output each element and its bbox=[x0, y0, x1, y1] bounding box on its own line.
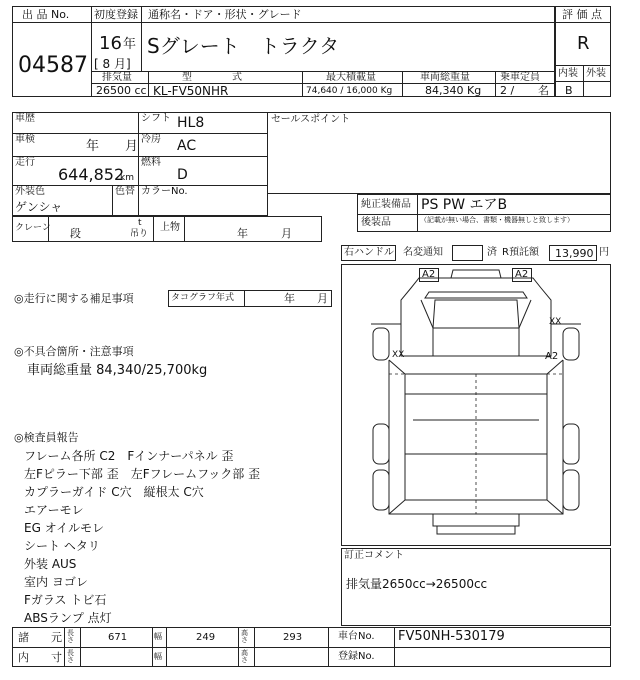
interior-grade: B bbox=[565, 84, 573, 97]
comment-label: 訂正コメント bbox=[344, 550, 404, 561]
inner-width-label: 幅 bbox=[154, 652, 162, 661]
width-value: 249 bbox=[196, 632, 216, 643]
inspector-item: 室内 ヨゴレ bbox=[24, 575, 88, 589]
truck-diagram bbox=[341, 264, 611, 546]
model-type-value: KL-FV50NHR bbox=[153, 84, 229, 98]
inspection-label: 車検 bbox=[15, 134, 35, 145]
sales-point-label: セールスポイント bbox=[271, 114, 351, 125]
reg-no-label: 登録No. bbox=[338, 651, 375, 662]
mileage-value: 644,852 bbox=[58, 165, 125, 184]
tacho-value: 年 月 bbox=[284, 292, 328, 305]
inspector-item: エアーモレ bbox=[24, 503, 84, 517]
tacho-label: タコグラフ年式 bbox=[171, 293, 235, 303]
inspector-item: EG オイルモレ bbox=[24, 521, 105, 535]
color-value: ゲンシャ bbox=[15, 200, 63, 214]
damage-mark-4: XX bbox=[392, 350, 405, 360]
inspector-item: 左Fピラー下部 歪 左Fフレームフック部 歪 bbox=[24, 467, 261, 481]
recycle-deposit-value: 13,990 bbox=[555, 247, 594, 260]
fuel-value: D bbox=[177, 167, 188, 183]
height-value: 293 bbox=[283, 632, 303, 643]
exterior-label: 外装 bbox=[586, 68, 606, 79]
shift-label: シフト bbox=[141, 113, 171, 124]
inner-label: 内 寸 bbox=[18, 651, 62, 664]
max-load-value: 74,640 / 16,000 Kg bbox=[306, 86, 393, 96]
spec-label: 諸 元 bbox=[18, 631, 62, 644]
inspector-label: ◎検査員報告 bbox=[14, 431, 79, 444]
drive-note-label: ◎走行に関する補足事項 bbox=[14, 292, 134, 305]
color-code-label: カラーNo. bbox=[141, 186, 188, 197]
inspector-item: Fガラス トビ石 bbox=[24, 593, 107, 607]
top-value: 年 月 bbox=[237, 227, 292, 240]
name-change-label: 名変通知 bbox=[403, 247, 443, 258]
mileage-label: 走行 bbox=[15, 157, 35, 168]
crane-ton: 吊り bbox=[130, 229, 149, 239]
gross-weight-value: 84,340 Kg bbox=[425, 84, 482, 97]
model-name: Sグレート トラクタ bbox=[147, 34, 340, 58]
damage-mark-3: XX bbox=[549, 317, 562, 327]
lot-no-label: 出 品 No. bbox=[22, 8, 70, 21]
first-reg-label: 初度登録 bbox=[94, 8, 138, 21]
inspector-item: カプラーガイド C穴 縦根太 C穴 bbox=[24, 485, 204, 499]
aircon-label: 冷房 bbox=[141, 134, 161, 145]
registration-year: 16 bbox=[99, 33, 122, 54]
inspector-item: フレーム各所 C2 Fインナーパネル 歪 bbox=[24, 449, 234, 463]
height-label: 高さ bbox=[241, 629, 248, 644]
aftermarket-note: （記載が無い場合、書類・機器無しと致します） bbox=[420, 216, 574, 224]
mileage-unit: km bbox=[120, 173, 134, 183]
evaluation-score: R bbox=[577, 33, 590, 54]
inner-length-label: 長さ bbox=[67, 649, 74, 664]
recycle-deposit-label: R預託額 bbox=[502, 247, 539, 258]
damage-mark-2: A2 bbox=[515, 269, 529, 280]
name-change-box bbox=[452, 245, 483, 261]
crane-label: クレーン bbox=[15, 223, 51, 233]
history-label: 車歴 bbox=[15, 113, 35, 124]
year-unit: 年 bbox=[123, 37, 137, 52]
capacity-label: 乗車定員 bbox=[500, 72, 540, 83]
crane-ton-mark: t bbox=[138, 218, 142, 228]
color-label: 外装色 bbox=[15, 186, 45, 197]
color-change-label: 色替 bbox=[115, 186, 135, 197]
recycle-status: 済 bbox=[487, 247, 497, 258]
steering-value: 右ハンドル bbox=[344, 247, 394, 258]
fuel-label: 燃料 bbox=[141, 157, 161, 168]
chassis-value: FV50NH-530179 bbox=[398, 629, 505, 644]
width-label: 幅 bbox=[154, 632, 162, 641]
damage-mark-5: A2 bbox=[545, 351, 559, 362]
inspector-item: シート ヘタリ bbox=[24, 539, 100, 553]
inner-height-label: 高さ bbox=[241, 649, 248, 664]
model-type-label: 型 式 bbox=[182, 72, 242, 83]
inspector-item: ABSランプ 点灯 bbox=[24, 611, 112, 625]
gross-weight-label: 車両総重量 bbox=[420, 72, 470, 83]
comment-text: 排気量2650cc→26500cc bbox=[346, 577, 488, 591]
lot-number: 04587 bbox=[18, 53, 88, 78]
shift-value: HL8 bbox=[177, 115, 205, 131]
equipment-value: PS PW エアB bbox=[421, 197, 508, 213]
inspector-item: 外装 AUS bbox=[24, 557, 77, 571]
aircon-value: AC bbox=[177, 138, 197, 154]
aftermarket-label: 後装品 bbox=[361, 217, 391, 228]
top-label: 上物 bbox=[160, 222, 180, 233]
interior-label: 内装 bbox=[558, 68, 578, 79]
inspector-list bbox=[24, 447, 324, 627]
displacement-label: 排気量 bbox=[102, 72, 132, 83]
max-load-label: 最大積載量 bbox=[326, 72, 376, 83]
damage-mark-1: A2 bbox=[422, 269, 436, 280]
capacity-unit: 名 bbox=[538, 84, 549, 97]
model-grade-label: 通称名・ドア・形状・グレード bbox=[148, 8, 302, 21]
equipment-label: 純正装備品 bbox=[361, 199, 411, 210]
length-value: 671 bbox=[108, 632, 128, 643]
displacement-value: 26500 cc bbox=[96, 84, 147, 97]
inspection-value: 年 月 bbox=[86, 139, 139, 154]
defect-label: ◎不具合箇所・注意事項 bbox=[14, 345, 134, 358]
chassis-label: 車台No. bbox=[338, 631, 375, 642]
registration-month: [ 8 月] bbox=[94, 57, 131, 71]
defect-value: 車両総重量 84,340/25,700kg bbox=[27, 363, 208, 378]
crane-stage: 段 bbox=[70, 227, 81, 240]
capacity-value: 2 / bbox=[500, 84, 515, 97]
length-label: 長さ bbox=[67, 629, 74, 644]
evaluation-label: 評 価 点 bbox=[562, 8, 602, 21]
recycle-unit: 円 bbox=[599, 247, 609, 258]
